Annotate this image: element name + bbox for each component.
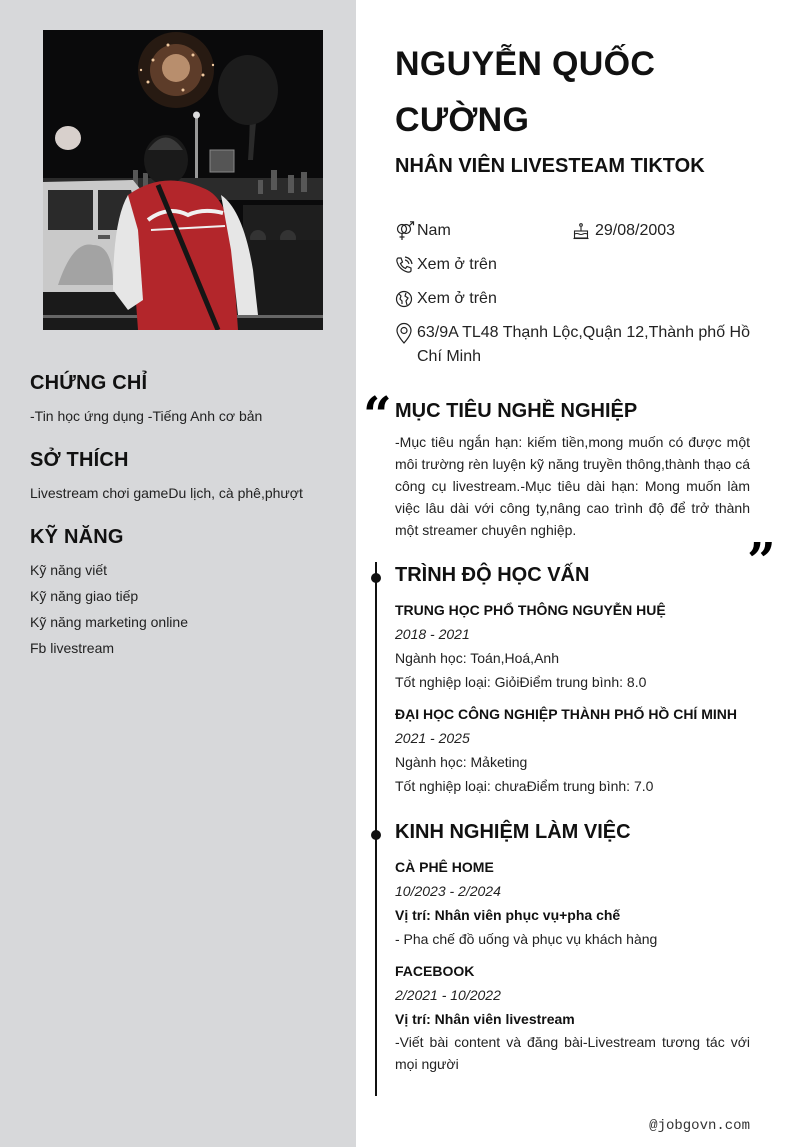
education-result: Tốt nghiệp loại: GiỏiĐiểm trung bình: 8.0 — [395, 674, 647, 690]
hobbies-section — [30, 449, 330, 502]
hobbies-title: SỞ THÍCH — [30, 449, 129, 471]
experience-entry — [395, 959, 750, 1075]
globe-icon — [395, 287, 417, 311]
skills-list — [30, 557, 330, 661]
certificates-title: CHỨNG CHỈ — [30, 372, 148, 394]
skill-item: Kỹ năng viết — [30, 562, 108, 578]
education-period: 2018 - 2021 — [395, 626, 470, 642]
profile-photo — [43, 30, 323, 330]
gender-value: Nam — [417, 222, 451, 239]
phone-icon — [395, 253, 417, 277]
experience-description: - Pha chế đồ uống và phục vụ khách hàng — [395, 931, 658, 947]
timeline-dot-education — [371, 573, 381, 583]
timeline-dot-experience — [371, 830, 381, 840]
education-period: 2021 - 2025 — [395, 730, 470, 746]
skill-item: Fb livestream — [30, 640, 115, 656]
timeline-line — [375, 562, 377, 1096]
quote-close-icon: ” — [747, 531, 776, 590]
certificates-text: -Tin học ứng dụng -Tiếng Anh cơ bản — [30, 408, 263, 424]
job-title: NHÂN VIÊN LIVESTEAM TIKTOK — [395, 155, 705, 177]
education-title: TRÌNH ĐỘ HỌC VẤN — [395, 564, 590, 586]
hobbies-text: Livestream chơi gameDu lịch, cà phê,phượt — [30, 485, 303, 501]
birthday-value: 29/08/2003 — [595, 222, 676, 239]
gender-info — [395, 219, 451, 243]
skills-title: KỸ NĂNG — [30, 526, 124, 548]
experience-title: KINH NGHIỆM LÀM VIỆC — [395, 821, 631, 843]
objective-title: MỤC TIÊU NGHỀ NGHIỆP — [395, 400, 638, 422]
phone-value[interactable]: Xem ở trên — [417, 256, 497, 273]
experience-period: 10/2023 - 2/2024 — [395, 883, 501, 899]
quote-open-icon: “ — [363, 385, 392, 444]
education-major: Ngành học: Toán,Hoá,Anh — [395, 650, 559, 666]
skill-item: Kỹ năng marketing online — [30, 614, 188, 630]
company-name: FACEBOOK — [395, 963, 475, 979]
website-value[interactable]: Xem ở trên — [417, 290, 497, 307]
profile-photo-illustration — [43, 30, 323, 330]
school-name: TRUNG HỌC PHỔ THÔNG NGUYỄN HUỆ — [395, 602, 666, 618]
map-pin-icon — [395, 321, 417, 345]
objective-text: -Mục tiêu ngắn hạn: kiếm tiền,mong muốn có được một môi trường rèn luyện kỹ năng truyền thông,thành thạo cá công cụ livestream.-Mục tiêu dài hạn: Mong muốn làm việc lâu dài với công ty,nâng cao trình độ để trở thành một streamer chuyên nghiệp. — [395, 434, 750, 538]
education-entry — [395, 598, 750, 694]
skill-item: Kỹ năng giao tiếp — [30, 588, 139, 604]
candidate-name: NGUYỄN QUỐC CƯỜNG — [395, 45, 656, 139]
sidebar — [0, 0, 356, 1147]
education-result: Tốt nghiệp loại: chưaĐiểm trung bình: 7.0 — [395, 778, 654, 794]
experience-entry — [395, 855, 750, 951]
birthday-cake-icon — [573, 219, 595, 243]
education-entry — [395, 702, 750, 798]
watermark: @jobgovn.com — [649, 1118, 750, 1134]
certificates-section — [30, 372, 330, 425]
experience-period: 2/2021 - 10/2022 — [395, 987, 501, 1003]
school-name: ĐẠI HỌC CÔNG NGHIỆP THÀNH PHỐ HỒ CHÍ MINH — [395, 706, 737, 722]
education-major: Ngành học: Mảketing — [395, 754, 528, 770]
phone-info — [395, 253, 497, 277]
gender-icon — [395, 219, 417, 243]
website-info — [395, 287, 497, 311]
address-info — [395, 321, 755, 369]
experience-description: -Viết bài content và đăng bài-Livestream tương tác với mọi người — [395, 1034, 750, 1072]
birthday-info — [573, 219, 675, 243]
company-name: CÀ PHÊ HOME — [395, 859, 494, 875]
experience-position: Vị trí: Nhân viên phục vụ+pha chế — [395, 907, 621, 923]
address-value: 63/9A TL48 Thạnh Lộc,Quận 12,Thành phố Hồ Chí Minh — [417, 324, 750, 365]
skills-section — [30, 526, 330, 661]
experience-position: Vị trí: Nhân viên livestream — [395, 1011, 575, 1027]
